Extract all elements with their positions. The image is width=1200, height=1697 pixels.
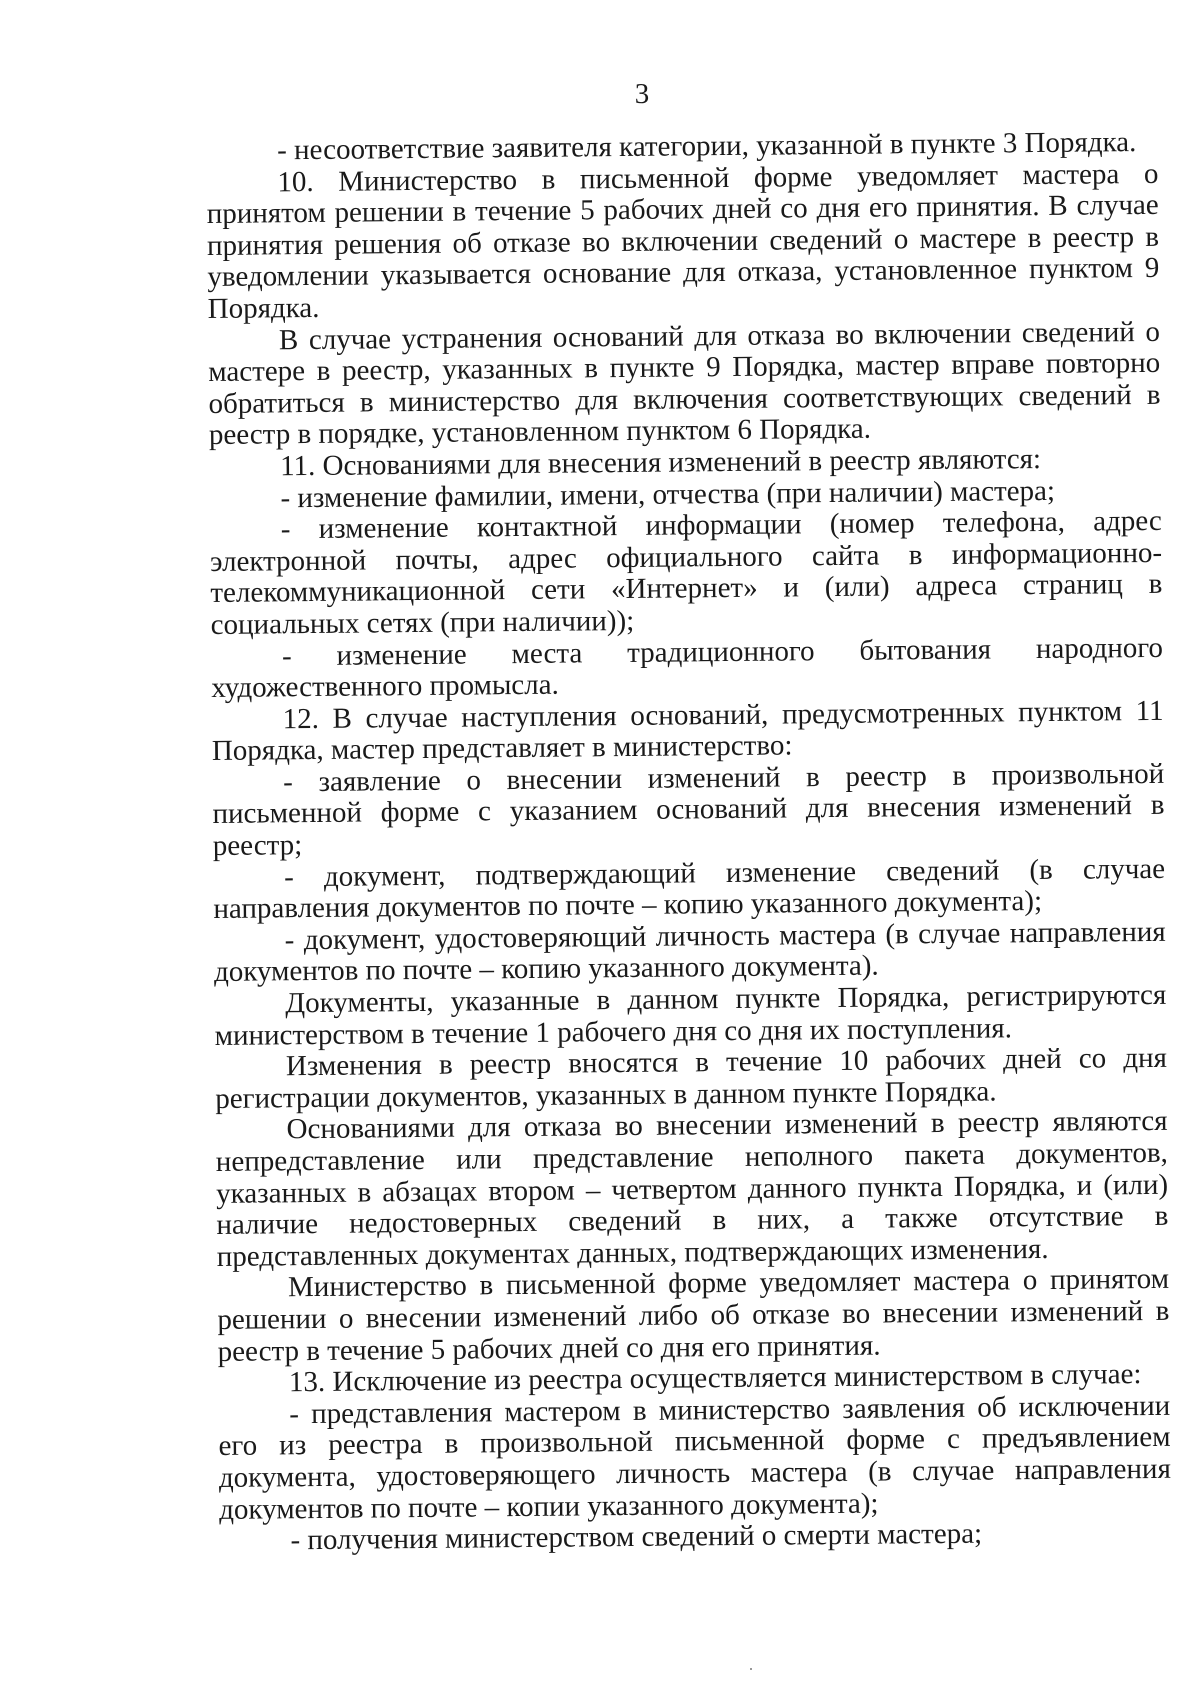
scan-speck <box>750 1668 752 1670</box>
paragraph: - получения министерством сведений о смерти мастера; <box>290 1517 983 1557</box>
paragraph: В случае устранения оснований для отказа во включении сведений о мастере в реестр, указанных в пункте 9 Порядка, мастер вправе повторно обратиться в министерство для включения соответствующих сведений в реестр в порядке, установленном пунктом 6 Порядка. <box>208 315 1161 452</box>
paragraph: - документ, подтверждающий изменение сведений (в случае направления документов по почте – копию указанного документа); <box>213 852 1166 926</box>
paragraph: 12. В случае наступления оснований, предусмотренных пунктом 11 Порядка, мастер представляет в министерство: <box>211 694 1164 768</box>
paragraph: 13. Исключение из реестра осуществляется министерством в случае: <box>288 1358 1142 1399</box>
paragraph: 10. Министерство в письменной форме уведомляет мастера о принятом решении в течение 5 рабочих дней со дня его принятия. В случае принятия решения об отказе во включении сведений о мастере в реестр в уведомлении указывается основание для отказа, установленное пунктом 9 Порядка. <box>206 157 1160 325</box>
paragraph: Документы, указанные в данном пункте Порядка, регистрируются министерством в течение 1 рабочего дня со дня их поступления. <box>214 978 1167 1052</box>
paragraph: - изменение контактной информации (номер телефона, адрес электронной почты, адрес официального сайта в информационно-телекоммуникационной сети «Интернет» и (или) адреса страниц в социальных сетях (при наличии)); <box>209 504 1163 641</box>
paragraph: - документ, удостоверяющий личность мастера (в случае направления документов по почте – копию указанного документа). <box>213 915 1166 989</box>
paragraph: Изменения в реестр вносятся в течение 10 рабочих дней со дня регистрации документов, указанных в данном пункте Порядка. <box>215 1042 1168 1115</box>
paragraph: - изменение фамилии, имени, отчества (при наличии) мастера; <box>280 474 1056 514</box>
page-number: 3 <box>634 78 650 110</box>
paragraph: - изменение места традиционного бытования народного художественного промысла. <box>211 631 1164 705</box>
paragraph: - несоответствие заявителя категории, указанной в пункте 3 Порядка. <box>276 126 1137 167</box>
paragraph: Основаниями для отказа во внесении изменений в реестр являются непредставление или представление неполного пакета документов, указанных в абзацах втором – четвертом данного пункта Порядка, и (или) наличие недостоверных сведений в них, а также отсутствие в представленных документах данных, подтверждающих изменения. <box>215 1105 1169 1273</box>
paragraph: 11. Основаниями для внесения изменений в реестр являются: <box>280 442 1042 483</box>
paragraph: - представления мастером в министерство заявления об исключении его из реестра в произвольной письменной форме с предъявлением документа, удостоверяющего личность мастера (в случае направления документов по почте – копии указанного документа); <box>218 1389 1171 1526</box>
paragraph: - заявление о внесении изменений в реестр в произвольной письменной форме с указанием оснований для внесения изменений в реестр; <box>212 757 1165 863</box>
paragraph: Министерство в письменной форме уведомляет мастера о принятом решении о внесении изменений либо об отказе во внесении изменений в реестр в течение 5 рабочих дней со дня его принятия. <box>217 1263 1170 1368</box>
document-body <box>206 127 1172 1558</box>
